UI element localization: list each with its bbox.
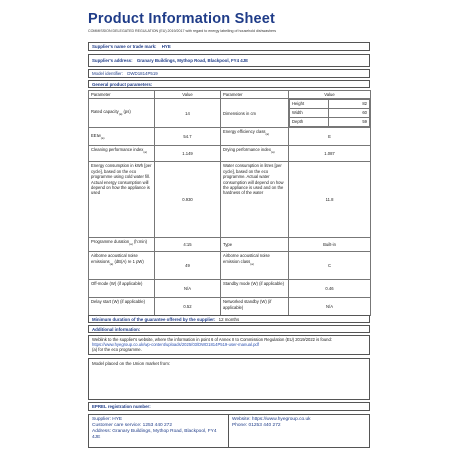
table-row: Airborne acoustical noise emissions$_{(a)}$ (dB(A) re 1 pW) 49 Airborne acoustical noise emission class$_{(a)}$ C — [89, 252, 371, 280]
height-value: 82 — [329, 100, 370, 109]
delay-start-label: Delay start (W) (if applicable) — [89, 298, 155, 316]
col-parameter-1: Parameter — [89, 91, 155, 99]
table-row — [89, 162, 371, 238]
eeiw-label: EEIw — [91, 132, 101, 138]
dimensions-label: Dimensions in cm — [221, 99, 289, 128]
off-mode-label: Off-mode (W) (if applicable) — [89, 280, 155, 298]
delay-start-value: 0.52 — [155, 298, 221, 316]
general-params-heading-row — [88, 80, 370, 88]
airborne-emissions-value: 49 — [155, 252, 221, 280]
dimensions-table — [289, 99, 370, 127]
parameters-table — [88, 90, 371, 316]
footer — [88, 414, 370, 448]
table-row — [89, 280, 371, 298]
col-value-1: Value — [155, 91, 221, 99]
guarantee-row — [88, 315, 370, 323]
depth-value: 59 — [329, 118, 370, 127]
supplier-address-row — [88, 54, 370, 67]
table-header-row — [89, 91, 371, 99]
supplier-address-label: Supplier's address: — [92, 58, 133, 63]
weblink-url[interactable]: https://www.hyegroup.co.uk/wp-content/uploads/2025/03/DWD1814P519-user-manual.pdf — [92, 342, 259, 347]
table-row: EEIw$_{(a)}$ 54.7 Energy efficiency class$_{(a)}$ E — [89, 128, 371, 146]
networked-standby-value: N/A — [289, 298, 371, 316]
union-market-text: Model placed on the Union market from: — [92, 361, 171, 366]
off-mode-value: N/A — [155, 280, 221, 298]
eprel-row — [88, 402, 370, 411]
networked-standby-label: Networked standby (W) (if applicable) — [221, 298, 289, 316]
footer-left — [89, 415, 229, 447]
energy-consumption-value: 0.930 — [155, 162, 221, 238]
width-label: Width — [290, 109, 329, 118]
supplier-address-value: Granary Buildings, Mythop Road, Blackpool, FY4 4JE — [136, 58, 249, 63]
regulation-text: COMMISSION DELEGATED REGULATION (EU) 2019/2017 with regard to energy labelling of household dishwashers — [88, 29, 277, 33]
rated-capacity-value: 14 — [155, 99, 221, 128]
product-information-sheet — [88, 10, 370, 440]
table-row: Cleaning performance index$_{(a)}$ 1.149 Drying performance index$_{(a)}$ 1.087 — [89, 146, 371, 162]
airborne-class-label: Airborne acoustical noise emission class — [223, 253, 270, 264]
height-label: Height — [290, 100, 329, 109]
programme-duration-label: Programme duration — [91, 239, 130, 245]
union-market-row — [88, 358, 370, 400]
footer-care: Customer care service: 1253 440 272 — [92, 423, 172, 428]
model-identifier-row — [88, 69, 370, 78]
standby-mode-label: Standby mode (W) (if applicable) — [221, 280, 289, 298]
model-identifier-value: DWD1814P519 — [127, 71, 158, 76]
eeiw-value: 54.7 — [155, 128, 221, 146]
table-row: Rated capacity$_{(a)}$ (ps) 14 Dimensions in cm Height 82 Width 60 Depth 59 — [89, 99, 371, 128]
col-parameter-2: Parameter — [221, 91, 289, 99]
standby-mode-value: 0.46 — [289, 280, 371, 298]
energy-consumption-label: Energy consumption in kWh [per cycle], based on the eco programme using cold water fill. Actual energy consumption will depend on how the appliance is used — [89, 162, 155, 238]
type-value: Built-in — [289, 238, 371, 252]
guarantee-label: Minimum duration of the guarantee offered by the supplier: — [92, 317, 216, 322]
general-params-heading: General product parameters: — [92, 82, 153, 87]
airborne-class-value: C — [289, 252, 371, 280]
cleaning-label: Cleaning performance index — [91, 147, 144, 153]
footer-right — [229, 415, 314, 447]
rated-capacity-label: Rated capacity — [91, 109, 119, 115]
cleaning-value: 1.149 — [155, 146, 221, 162]
footer-phone: Phone: 01253 440 272 — [232, 423, 281, 428]
supplier-name-row — [88, 42, 370, 51]
depth-label: Depth — [290, 118, 329, 127]
model-identifier-label: Model identifier: — [92, 71, 123, 76]
footer-address: Address: Granary Buildings, Mythop Road, Blackpool, FY4 4JE — [92, 429, 217, 440]
weblink-text: Weblink to the supplier's website, where the information in point 6 of Annex II to Commission Regulation (EU) 2019/2022 is found: — [92, 337, 333, 342]
additional-heading-row — [88, 325, 370, 333]
width-value: 60 — [329, 109, 370, 118]
supplier-name-label: Supplier's name or trade mark: — [92, 44, 157, 49]
eprel-label: EPREL registration number: — [92, 404, 151, 409]
additional-heading: Additional information: — [92, 327, 141, 332]
guarantee-value: 12 months — [218, 317, 240, 322]
footer-supplier: Supplier: HYE — [92, 417, 123, 422]
table-row: Programme duration$_{(a)}$ (h:min) 4:15 Type Built-in — [89, 238, 371, 252]
page-title: Product Information Sheet — [88, 11, 276, 27]
parameters-table-wrap — [88, 90, 370, 316]
water-consumption-value: 11.8 — [289, 162, 371, 238]
drying-label: Drying performance index — [223, 147, 271, 153]
eco-note: (a) for the eco programme. — [92, 347, 142, 352]
table-row — [89, 298, 371, 316]
programme-duration-value: 4:15 — [155, 238, 221, 252]
water-consumption-label: Water consumption in litres [per cycle], based on the eco programme. Actual water consumption will depend on how the appliance is used and on the hardness of the water — [221, 162, 289, 238]
supplier-name-value: HYE — [161, 44, 171, 49]
footer-website[interactable]: Website: https://www.hyegroup.co.uk — [232, 417, 311, 422]
type-label: Type — [221, 238, 289, 252]
weblink-row — [88, 335, 370, 355]
airborne-emissions-label: Airborne acoustical noise emissions — [91, 253, 138, 264]
energy-class-label: Energy efficiency class — [223, 129, 266, 135]
col-value-2: Value — [289, 91, 371, 99]
energy-class-value: E — [289, 128, 371, 146]
drying-value: 1.087 — [289, 146, 371, 162]
